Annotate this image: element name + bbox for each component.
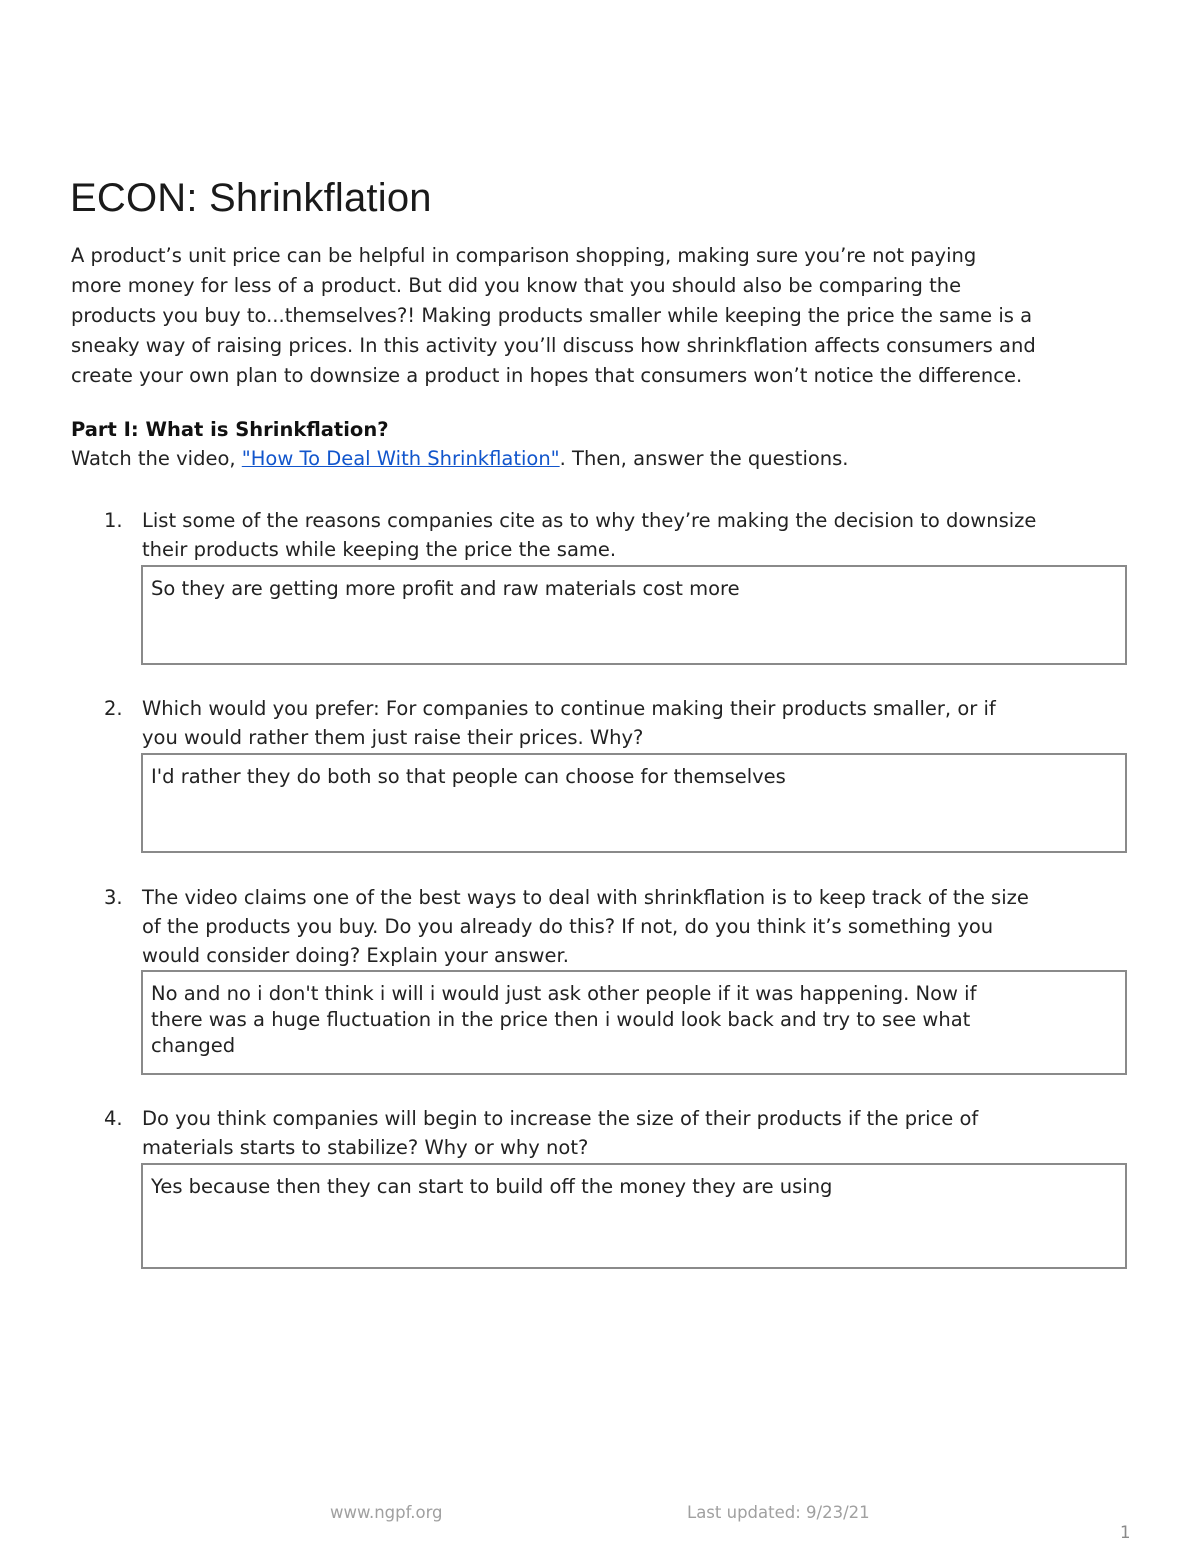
question-number: 1. bbox=[104, 509, 123, 532]
answer-line: Yes because then they can start to build off the money they are using bbox=[151, 1175, 833, 1198]
question-line: you would rather them just raise their prices. Why? bbox=[142, 726, 644, 749]
part-1-instructions bbox=[71, 447, 849, 470]
answer-line: So they are getting more profit and raw materials cost more bbox=[151, 577, 740, 600]
question-line: List some of the reasons companies cite as to why they’re making the decision to downsize bbox=[142, 509, 1037, 532]
answer-line: changed bbox=[151, 1034, 236, 1057]
instruction-prefix: Watch the video, bbox=[71, 447, 242, 470]
question-text bbox=[142, 506, 1132, 564]
question-text bbox=[142, 883, 1132, 970]
intro-line: sneaky way of raising prices. In this activity you’ll discuss how shrinkflation affects consumers and bbox=[71, 334, 1036, 357]
page-number: 1 bbox=[1120, 1523, 1131, 1542]
answer-line: No and no i don't think i will i would just ask other people if it was happening. Now if bbox=[151, 982, 977, 1005]
question-number: 2. bbox=[104, 697, 123, 720]
question-line: The video claims one of the best ways to deal with shrinkflation is to keep track of the size bbox=[142, 886, 1029, 909]
intro-line: A product’s unit price can be helpful in comparison shopping, making sure you’re not paying bbox=[71, 244, 977, 267]
question-line: of the products you buy. Do you already do this? If not, do you think it’s something you bbox=[142, 915, 994, 938]
intro-line: create your own plan to downsize a product in hopes that consumers won’t notice the difference. bbox=[71, 364, 1023, 387]
answer-line: there was a huge fluctuation in the price then i would look back and try to see what bbox=[151, 1008, 971, 1031]
footer-url: www.ngpf.org bbox=[330, 1503, 443, 1522]
intro-line: products you buy to...themselves?! Making products smaller while keeping the price the same is a bbox=[71, 304, 1033, 327]
question-text bbox=[142, 694, 1132, 752]
video-link[interactable]: "How To Deal With Shrinkflation" bbox=[241, 447, 560, 470]
question-line: Do you think companies will begin to increase the size of their products if the price of bbox=[142, 1107, 979, 1130]
answer-box-2[interactable] bbox=[141, 753, 1127, 853]
question-line: Which would you prefer: For companies to continue making their products smaller, or if bbox=[142, 697, 996, 720]
question-line: their products while keeping the price the same. bbox=[142, 538, 617, 561]
answer-box-3[interactable] bbox=[141, 970, 1127, 1075]
intro-line: more money for less of a product. But did you know that you should also be comparing the bbox=[71, 274, 962, 297]
intro-paragraph bbox=[71, 241, 1141, 391]
question-line: materials starts to stabilize? Why or why not? bbox=[142, 1136, 589, 1159]
question-number: 4. bbox=[104, 1107, 123, 1130]
part-1-heading: Part I: What is Shrinkflation? bbox=[71, 418, 389, 441]
question-number: 3. bbox=[104, 886, 123, 909]
question-text bbox=[142, 1104, 1132, 1162]
answer-line: I'd rather they do both so that people can choose for themselves bbox=[151, 765, 786, 788]
page-title: ECON: Shrinkflation bbox=[70, 176, 432, 220]
answer-box-1[interactable] bbox=[141, 565, 1127, 665]
question-line: would consider doing? Explain your answer. bbox=[142, 944, 569, 967]
answer-box-4[interactable] bbox=[141, 1163, 1127, 1269]
instruction-suffix: . Then, answer the questions. bbox=[559, 447, 849, 470]
footer-last-updated: Last updated: 9/23/21 bbox=[687, 1503, 870, 1522]
